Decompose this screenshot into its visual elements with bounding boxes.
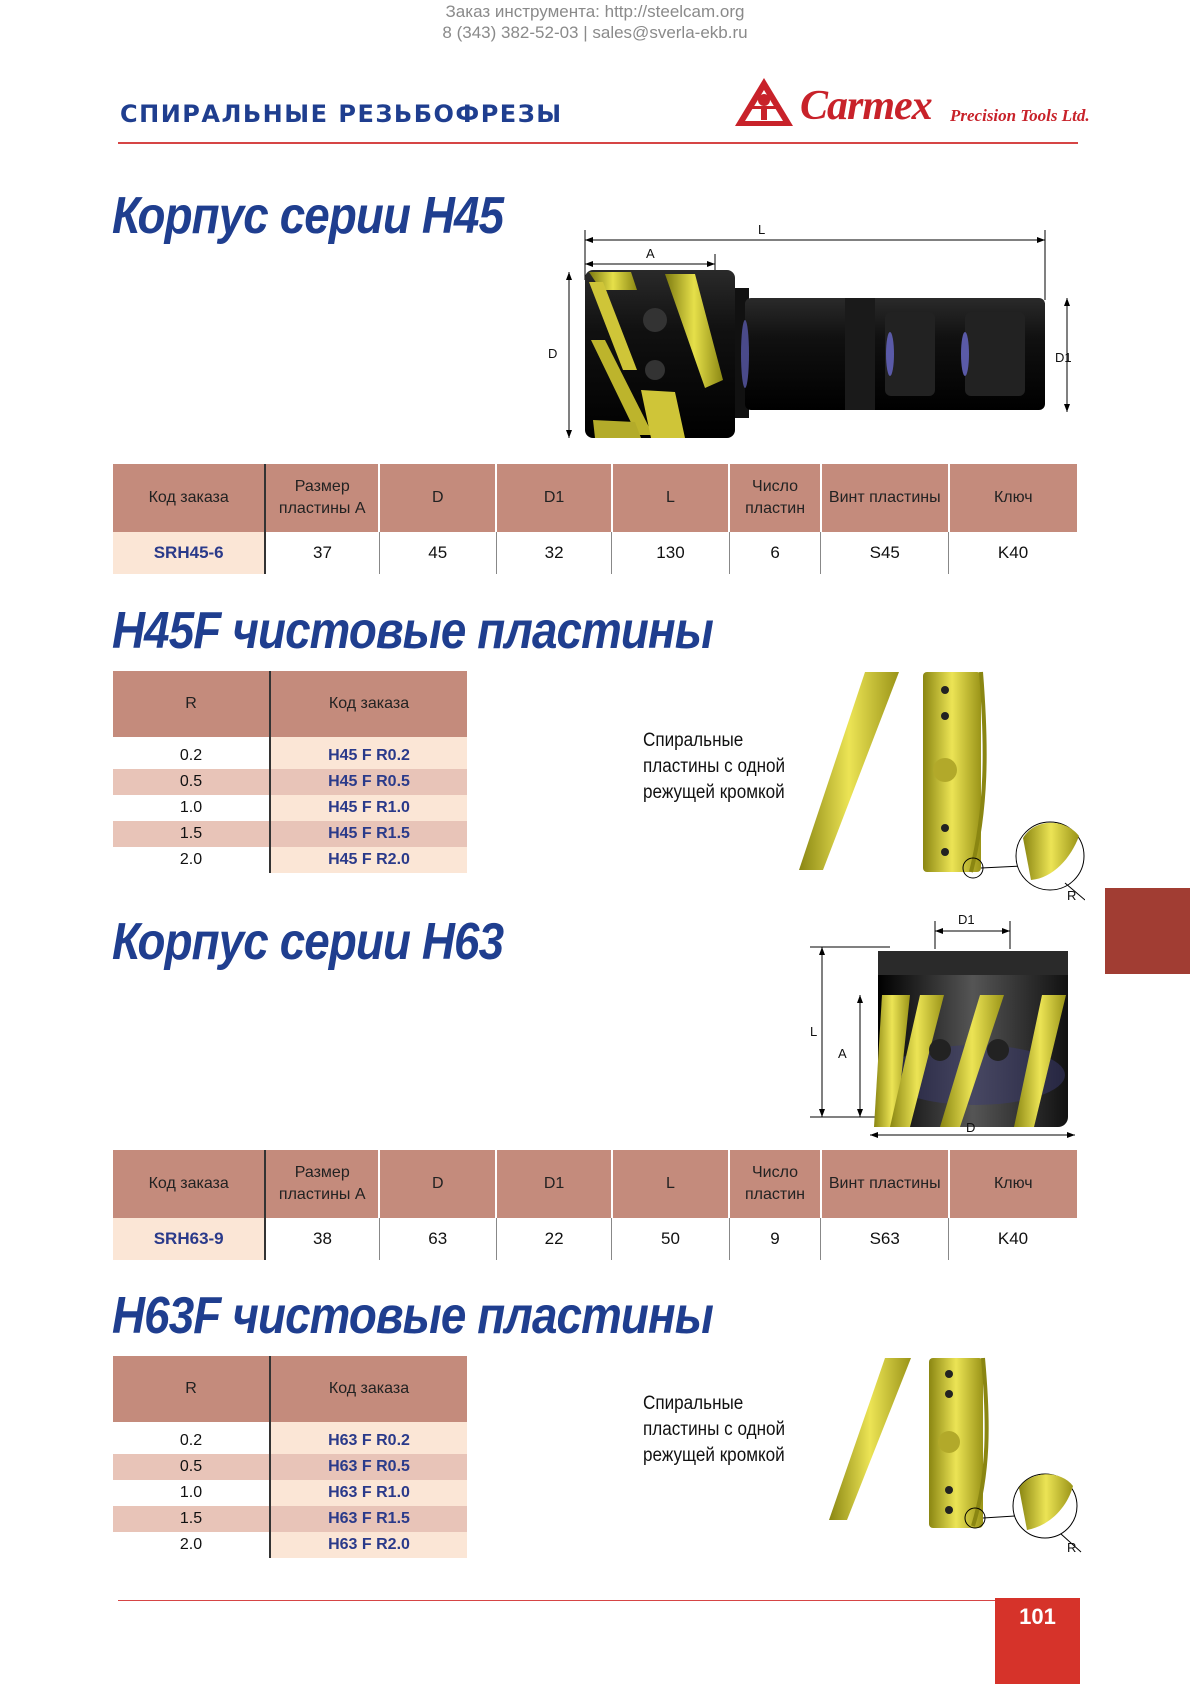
footer-divider xyxy=(118,1600,995,1601)
h45-th-inserts: Число пластин xyxy=(729,464,821,532)
h63-label-A: A xyxy=(838,1046,847,1061)
h63f-code-3: H63 F R1.5 xyxy=(270,1506,467,1532)
h45-cell-d1: 32 xyxy=(496,532,611,574)
h63-title: Корпус серии H63 xyxy=(112,913,504,971)
h45f-code-0: H45 F R0.2 xyxy=(270,743,467,769)
h63f-title: H63F чистовые пластины xyxy=(112,1287,713,1345)
h63-th-key: Ключ xyxy=(949,1150,1077,1218)
h45f-r-4: 2.0 xyxy=(179,851,203,868)
h45f-desc-line-1: Спиральные xyxy=(643,730,744,751)
h63f-desc-line-1: Спиральные xyxy=(643,1393,744,1414)
h63f-r-0: 0.2 xyxy=(179,1432,203,1449)
h45-cell-key: K40 xyxy=(949,532,1077,574)
h63f-r-label: R xyxy=(1067,1540,1077,1555)
table-row xyxy=(113,1532,467,1558)
h45-label-D1: D1 xyxy=(1055,350,1072,365)
h63-body-table xyxy=(113,1150,1077,1260)
table-row xyxy=(113,1480,467,1506)
h63-body-drawing xyxy=(810,905,1090,1145)
h63f-code-4: H63 F R2.0 xyxy=(270,1532,467,1558)
h63-th-screw: Винт пластины xyxy=(821,1150,949,1218)
h63-th-inserts: Число пластин xyxy=(729,1150,821,1218)
h45f-code-4: H45 F R2.0 xyxy=(270,847,467,873)
h63f-code-0: H63 F R0.2 xyxy=(270,1428,467,1454)
h63f-code-2: H63 F R1.0 xyxy=(270,1480,467,1506)
h45-th-d1: D1 xyxy=(496,464,611,532)
h45-label-L: L xyxy=(758,222,766,237)
carmex-logo-icon xyxy=(733,76,795,128)
h45-cell-d: 45 xyxy=(379,532,496,574)
h45-th-d: D xyxy=(379,464,496,532)
h45f-th-r: R xyxy=(113,671,270,737)
header-divider xyxy=(118,142,1078,144)
logo-subtitle: Precision Tools Ltd. xyxy=(950,106,1090,125)
h63f-r-4: 2.0 xyxy=(179,1536,203,1553)
h63-cell-d: 63 xyxy=(379,1218,496,1260)
h45f-r-1: 0.5 xyxy=(113,769,270,795)
h63f-insert-drawing xyxy=(825,1354,1090,1569)
h45f-r-3: 1.5 xyxy=(113,821,270,847)
h63-label-L: L xyxy=(810,1024,818,1039)
h63-cell-key: K40 xyxy=(949,1218,1077,1260)
h45f-r-0: 0.2 xyxy=(179,747,203,764)
h63f-description xyxy=(643,1391,785,1469)
h45-title: Корпус серии H45 xyxy=(112,187,504,245)
h63-th-d1: D1 xyxy=(496,1150,611,1218)
table-row xyxy=(113,532,1077,574)
h45f-th-code: Код заказа xyxy=(270,671,467,737)
h63f-r-1: 0.5 xyxy=(113,1454,270,1480)
h63f-th-code: Код заказа xyxy=(270,1356,467,1422)
h45f-code-3: H45 F R1.5 xyxy=(270,821,467,847)
table-row xyxy=(113,1218,1077,1260)
h45f-code-1: H45 F R0.5 xyxy=(270,769,467,795)
h45-cell-l: 130 xyxy=(612,532,729,574)
table-row xyxy=(113,769,467,795)
h63-cell-code: SRH63-9 xyxy=(113,1218,265,1260)
h63-th-l: L xyxy=(612,1150,729,1218)
side-tab-marker xyxy=(1105,888,1190,974)
h63f-desc-line-3: режущей кромкой xyxy=(643,1445,785,1466)
logo-name: Carmex xyxy=(800,83,932,129)
table-row xyxy=(113,1506,467,1532)
h63-cell-l: 50 xyxy=(612,1218,729,1260)
h45f-title: H45F чистовые пластины xyxy=(112,602,713,660)
table-row xyxy=(113,821,467,847)
h63f-th-r: R xyxy=(113,1356,270,1422)
h45-th-l: L xyxy=(612,464,729,532)
h45-th-code: Код заказа xyxy=(113,464,265,532)
h63-th-d: D xyxy=(379,1150,496,1218)
h63-label-D: D xyxy=(966,1120,976,1135)
h45-th-insert-size: Размер пластины A xyxy=(265,464,379,532)
contact-line: 8 (343) 382-52-03 | sales@sverla-ekb.ru xyxy=(442,23,748,42)
section-title: СПИРАЛЬНЫЕ РЕЗЬБОФРЕЗЫ xyxy=(120,100,563,128)
h63f-code-1: H63 F R0.5 xyxy=(270,1454,467,1480)
h63f-insert-table xyxy=(113,1356,467,1558)
h45-body-table xyxy=(113,464,1077,574)
table-row xyxy=(113,1428,467,1454)
table-row xyxy=(113,743,467,769)
h63-label-D1: D1 xyxy=(958,912,975,927)
table-row xyxy=(113,847,467,873)
h45f-insert-drawing xyxy=(795,668,1085,908)
page-number: 101 xyxy=(1019,1604,1056,1629)
h45-body-drawing xyxy=(545,220,1085,445)
h63-th-insert-size: Размер пластины A xyxy=(265,1150,379,1218)
h45f-desc-line-2: пластины с одной xyxy=(643,756,786,777)
h63f-r-2: 1.0 xyxy=(179,1484,203,1501)
h45-cell-inserts: 6 xyxy=(729,532,821,574)
h63-cell-a: 38 xyxy=(265,1218,379,1260)
h45-cell-code: SRH45-6 xyxy=(113,532,265,574)
h45-th-screw: Винт пластины xyxy=(821,464,949,532)
h45f-r-2: 1.0 xyxy=(179,799,203,816)
h45f-code-2: H45 F R1.0 xyxy=(270,795,467,821)
h63f-desc-line-2: пластины с одной xyxy=(643,1419,786,1440)
h63-th-code: Код заказа xyxy=(113,1150,265,1218)
h45-th-key: Ключ xyxy=(949,464,1077,532)
h45f-r-label: R xyxy=(1067,888,1077,903)
h45f-insert-table xyxy=(113,671,467,873)
h63-cell-d1: 22 xyxy=(496,1218,611,1260)
h45-label-A: A xyxy=(646,246,655,261)
h45f-desc-line-3: режущей кромкой xyxy=(643,782,785,803)
h45f-description xyxy=(643,728,785,806)
h45-cell-a: 37 xyxy=(265,532,379,574)
h63-cell-inserts: 9 xyxy=(729,1218,821,1260)
order-line: Заказ инструмента: http://steelcam.org xyxy=(445,2,745,21)
h45-label-D: D xyxy=(548,346,558,361)
table-row xyxy=(113,1454,467,1480)
table-row xyxy=(113,795,467,821)
h45-cell-screw: S45 xyxy=(821,532,949,574)
h63-cell-screw: S63 xyxy=(821,1218,949,1260)
h63f-r-3: 1.5 xyxy=(113,1506,270,1532)
